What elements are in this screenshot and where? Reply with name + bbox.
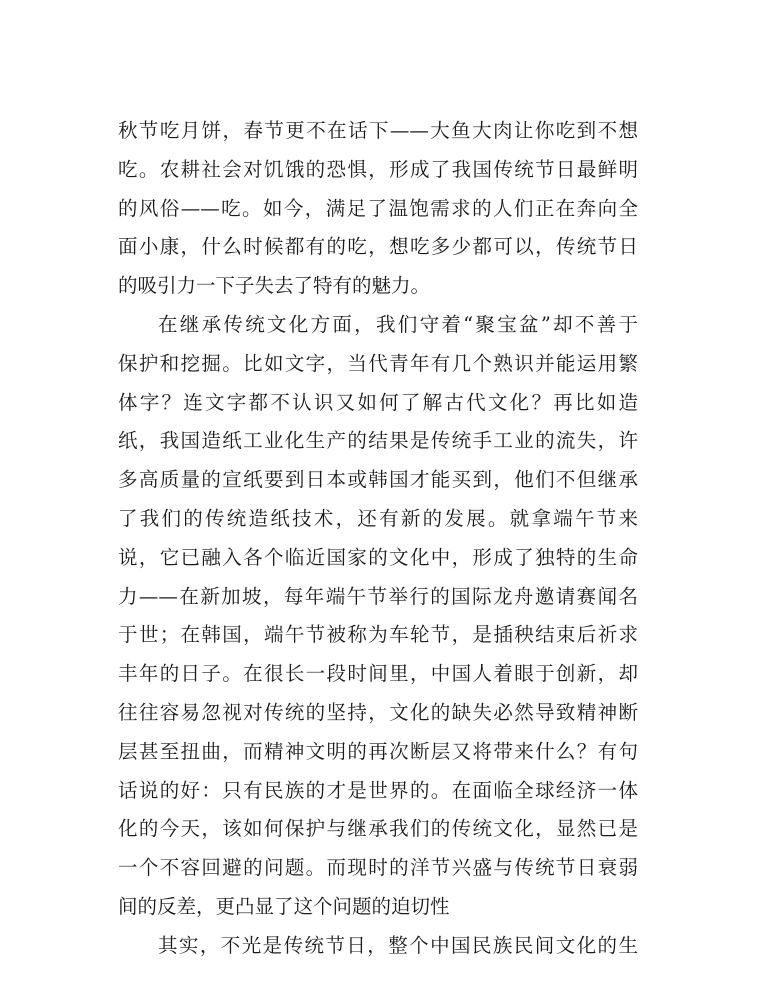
document-page	[118, 112, 638, 966]
paragraph	[118, 927, 638, 966]
text-line: 间的反差，更凸显了这个问题的迫切性	[118, 894, 450, 918]
text-line: 纸，我国造纸工业化生产的结果是传统手工业的流失，许	[118, 429, 638, 453]
text-line: 秋节吃月饼，春节更不在话下——大鱼大肉让你吃到不想	[118, 119, 638, 142]
text-line: 在继承传统文化方面，我们守着“聚宝盆”却不善于	[158, 312, 638, 336]
text-line: 化的今天，该如何保护与继承我们的传统文化，显然已是	[118, 817, 638, 841]
text-line: 其实，不光是传统节日，整个中国民族民间文化的生	[158, 933, 638, 957]
text-line: 了我们的传统造纸技术，还有新的发展。就拿端午节来	[118, 506, 638, 530]
text-line: 层甚至扭曲，而精神文明的再次断层又将带来什么？有句	[118, 739, 638, 763]
text-line: 的吸引力一下子失去了特有的魅力。	[118, 274, 431, 298]
text-line: 保护和挖掘。比如文字，当代青年有几个熟识并能运用繁	[118, 351, 638, 375]
text-line: 话说的好：只有民族的才是世界的。在面临全球经济一体	[118, 778, 638, 802]
text-line: 于世；在韩国，端午节被称为车轮节，是插秧结束后祈求	[118, 623, 638, 647]
text-line: 一个不容回避的问题。而现时的洋节兴盛与传统节日衰弱	[118, 856, 638, 880]
text-line: 多高质量的宣纸要到日本或韩国才能买到，他们不但继承	[118, 468, 638, 492]
text-line: 说，它已融入各个临近国家的文化中，形成了独特的生命	[118, 545, 638, 569]
paragraph	[118, 112, 638, 306]
text-line: 吃。农耕社会对饥饿的恐惧，形成了我国传统节日最鲜明	[118, 157, 638, 181]
paragraph	[118, 306, 638, 927]
text-line: 力——在新加坡，每年端午节举行的国际龙舟邀请赛闻名	[118, 584, 638, 608]
text-line: 的风俗——吃。如今，满足了温饱需求的人们正在奔向全	[118, 196, 638, 220]
text-line: 面小康，什么时候都有的吃，想吃多少都可以，传统节日	[118, 235, 638, 259]
text-line: 体字？连文字都不认识又如何了解古代文化？再比如造	[118, 390, 638, 414]
text-line: 往往容易忽视对传统的坚持，文化的缺失必然导致精神断	[118, 700, 638, 724]
text-line: 丰年的日子。在很长一段时间里，中国人着眼于创新，却	[118, 662, 638, 686]
